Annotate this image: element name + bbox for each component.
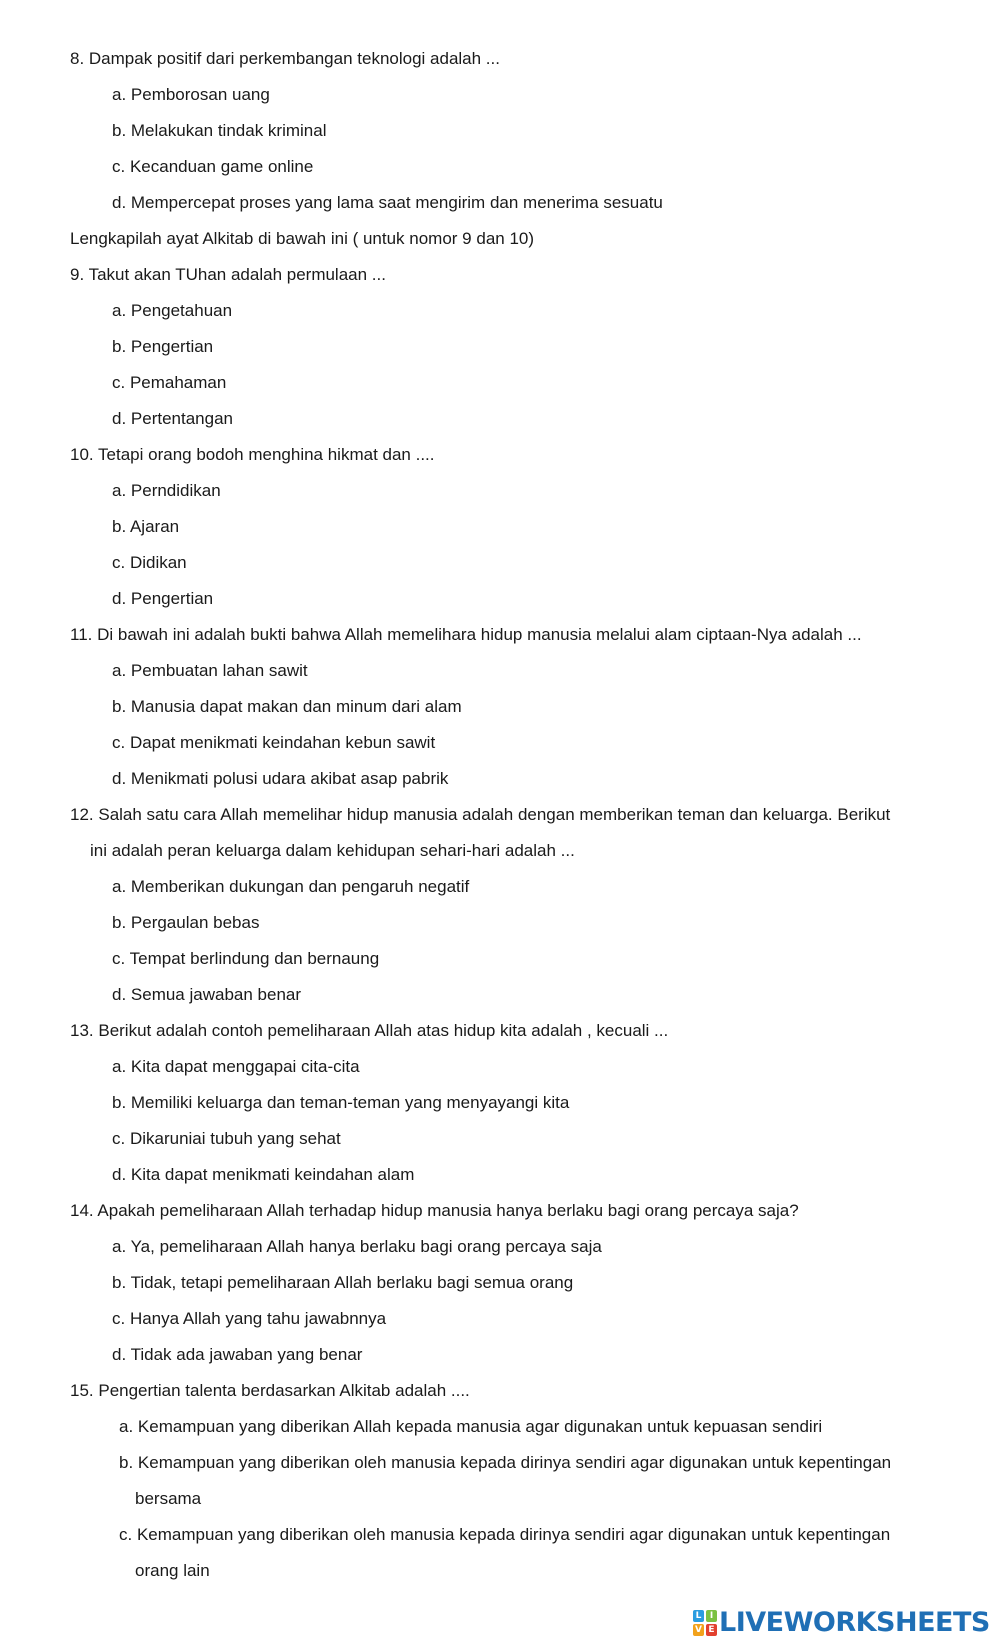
option-14d[interactable]: d. Tidak ada jawaban yang benar [112, 1345, 363, 1364]
option-10c[interactable]: c. Didikan [112, 553, 187, 572]
option-9c[interactable]: c. Pemahaman [112, 373, 227, 392]
option-15c-continued: orang lain [135, 1561, 210, 1580]
option-14a[interactable]: a. Ya, pemeliharaan Allah hanya berlaku bagi orang percaya saja [112, 1237, 602, 1256]
option-15b[interactable]: b. Kemampuan yang diberikan oleh manusia kepada dirinya sendiri agar digunakan untuk kepentingan [119, 1453, 892, 1472]
option-15a[interactable]: a. Kemampuan yang diberikan Allah kepada manusia agar digunakan untuk kepuasan sendiri [119, 1417, 823, 1436]
option-15c[interactable]: c. Kemampuan yang diberikan oleh manusia kepada dirinya sendiri agar digunakan untuk kepentingan [119, 1525, 891, 1544]
question-15: 15. Pengertian talenta berdasarkan Alkitab adalah .... [70, 1381, 470, 1400]
liveworksheets-logo [693, 1608, 990, 1638]
option-13d[interactable]: d. Kita dapat menikmati keindahan alam [112, 1165, 415, 1184]
question-14: 14. Apakah pemeliharaan Allah terhadap hidup manusia hanya berlaku bagi orang percaya saja? [70, 1201, 799, 1220]
option-14b[interactable]: b. Tidak, tetapi pemeliharaan Allah berlaku bagi semua orang [112, 1273, 574, 1292]
option-11a[interactable]: a. Pembuatan lahan sawit [112, 661, 308, 680]
question-12: 12. Salah satu cara Allah memelihar hidup manusia adalah dengan memberikan teman dan keluarga. Berikut [70, 805, 891, 824]
instruction-9-10: Lengkapilah ayat Alkitab di bawah ini ( untuk nomor 9 dan 10) [70, 229, 535, 248]
option-15b-continued: bersama [135, 1489, 202, 1508]
liveworksheets-logo-text: LIVEWORKSHEETS [719, 1607, 990, 1638]
option-8b[interactable]: b. Melakukan tindak kriminal [112, 121, 327, 140]
option-9d[interactable]: d. Pertentangan [112, 409, 233, 428]
option-12b[interactable]: b. Pergaulan bebas [112, 913, 260, 932]
question-12-continued: ini adalah peran keluarga dalam kehidupan sehari-hari adalah ... [90, 841, 575, 860]
option-12c[interactable]: c. Tempat berlindung dan bernaung [112, 949, 380, 968]
question-8: 8. Dampak positif dari perkembangan teknologi adalah ... [70, 49, 500, 68]
option-9a[interactable]: a. Pengetahuan [112, 301, 233, 320]
option-11b[interactable]: b. Manusia dapat makan dan minum dari alam [112, 697, 462, 716]
option-13a[interactable]: a. Kita dapat menggapai cita-cita [112, 1057, 360, 1076]
question-10: 10. Tetapi orang bodoh menghina hikmat dan .... [70, 445, 435, 464]
logo-square-v: V [693, 1624, 704, 1636]
logo-square-e: E [706, 1624, 717, 1636]
logo-square-i: I [706, 1610, 717, 1622]
option-13c[interactable]: c. Dikaruniai tubuh yang sehat [112, 1129, 341, 1148]
option-9b[interactable]: b. Pengertian [112, 337, 214, 356]
option-8d[interactable]: d. Mempercepat proses yang lama saat mengirim dan menerima sesuatu [112, 193, 663, 212]
logo-square-l: L [693, 1610, 704, 1622]
question-11: 11. Di bawah ini adalah bukti bahwa Allah memelihara hidup manusia melalui alam ciptaan-Nya adalah ... [70, 625, 862, 644]
option-14c[interactable]: c. Hanya Allah yang tahu jawabnnya [112, 1309, 387, 1328]
option-11c[interactable]: c. Dapat menikmati keindahan kebun sawit [112, 733, 436, 752]
option-12a[interactable]: a. Memberikan dukungan dan pengaruh negatif [112, 877, 470, 896]
option-10d[interactable]: d. Pengertian [112, 589, 214, 608]
option-13b[interactable]: b. Memiliki keluarga dan teman-teman yang menyayangi kita [112, 1093, 570, 1112]
option-8a[interactable]: a. Pemborosan uang [112, 85, 270, 104]
option-11d[interactable]: d. Menikmati polusi udara akibat asap pabrik [112, 769, 449, 788]
question-13: 13. Berikut adalah contoh pemeliharaan Allah atas hidup kita adalah , kecuali ... [70, 1021, 669, 1040]
liveworksheets-logo-icon [693, 1610, 717, 1636]
option-10a[interactable]: a. Perndidikan [112, 481, 221, 500]
option-12d[interactable]: d. Semua jawaban benar [112, 985, 302, 1004]
question-9: 9. Takut akan TUhan adalah permulaan ... [70, 265, 386, 284]
option-8c[interactable]: c. Kecanduan game online [112, 157, 314, 176]
option-10b[interactable]: b. Ajaran [112, 517, 180, 536]
